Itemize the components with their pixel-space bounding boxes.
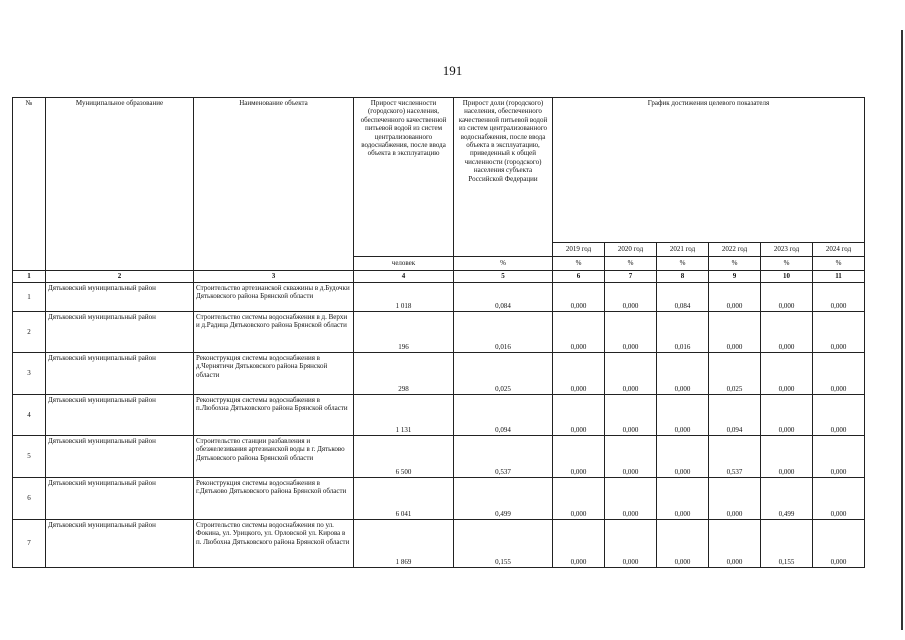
row-number: 7 [13, 520, 46, 568]
header-schedule: График достижения целевого показателя [553, 98, 865, 243]
year-value-cell: 0,000 [605, 283, 657, 312]
year-value-cell: 0,499 [761, 478, 813, 520]
unit-percent: % [709, 257, 761, 271]
year-value-cell: 0,000 [709, 478, 761, 520]
population-growth-cell: 1 131 [354, 395, 454, 436]
year-value-cell: 0,000 [813, 283, 865, 312]
year-value-cell: 0,000 [553, 520, 605, 568]
header-share-growth: Прирост доли (городского) населения, обеспеченного качественной питьевой водой из систем централизованного водоснабжения, после ввода объекта в эксплуатацию, приведенный к общей численности (городского) населения субъекта Российской Федерации [454, 98, 553, 257]
share-growth-cell: 0,016 [454, 312, 553, 353]
year-value-cell: 0,000 [761, 353, 813, 395]
table-row [13, 395, 865, 436]
header-year: 2019 год [553, 243, 605, 257]
object-name-cell: Реконструкция системы водоснабжения в г.Дятьково Дятьковского района Брянской области [194, 478, 354, 520]
year-value-cell: 0,000 [813, 353, 865, 395]
scan-edge-line [901, 30, 903, 630]
row-number: 1 [13, 283, 46, 312]
population-growth-cell: 298 [354, 353, 454, 395]
object-name-cell: Строительство артезианской скважины в д.Будочки Дятьковского района Брянской области [194, 283, 354, 312]
municipality-cell: Дятьковский муниципальный район [46, 478, 194, 520]
object-name-cell: Строительство системы водоснабжения в д. Верхи и д.Радица Дятьковского района Брянской области [194, 312, 354, 353]
table-row [13, 436, 865, 478]
year-value-cell: 0,000 [553, 283, 605, 312]
unit-percent: % [454, 257, 553, 271]
year-value-cell: 0,000 [605, 436, 657, 478]
header-municipality: Муниципальное образование [46, 98, 194, 271]
column-number: 11 [813, 271, 865, 283]
column-number: 2 [46, 271, 194, 283]
column-number: 10 [761, 271, 813, 283]
year-value-cell: 0,000 [761, 283, 813, 312]
year-value-cell: 0,000 [813, 478, 865, 520]
year-value-cell: 0,016 [657, 312, 709, 353]
unit-percent: % [761, 257, 813, 271]
year-value-cell: 0,000 [813, 520, 865, 568]
year-value-cell: 0,000 [709, 312, 761, 353]
year-value-cell: 0,155 [761, 520, 813, 568]
municipality-cell: Дятьковский муниципальный район [46, 436, 194, 478]
year-value-cell: 0,025 [709, 353, 761, 395]
header-no: № [13, 98, 46, 271]
row-number: 6 [13, 478, 46, 520]
municipality-cell: Дятьковский муниципальный район [46, 395, 194, 436]
unit-people: человек [354, 257, 454, 271]
municipality-cell: Дятьковский муниципальный район [46, 353, 194, 395]
population-growth-cell: 196 [354, 312, 454, 353]
year-value-cell: 0,000 [553, 436, 605, 478]
share-growth-cell: 0,025 [454, 353, 553, 395]
year-value-cell: 0,000 [657, 436, 709, 478]
year-value-cell: 0,000 [605, 395, 657, 436]
table-row [13, 478, 865, 520]
year-value-cell: 0,084 [657, 283, 709, 312]
row-number: 3 [13, 353, 46, 395]
share-growth-cell: 0,084 [454, 283, 553, 312]
column-number: 5 [454, 271, 553, 283]
row-number: 2 [13, 312, 46, 353]
year-value-cell: 0,000 [709, 520, 761, 568]
table-row [13, 312, 865, 353]
municipality-cell: Дятьковский муниципальный район [46, 312, 194, 353]
header-year: 2021 год [657, 243, 709, 257]
table-row [13, 520, 865, 568]
year-value-cell: 0,537 [709, 436, 761, 478]
header-year: 2024 год [813, 243, 865, 257]
target-indicator-table [12, 97, 865, 568]
table-row [13, 283, 865, 312]
object-name-cell: Строительство системы водоснабжения по ул. Фокина, ул. Урицкого, ул. Орловской ул. Кирова в п. Любохна Дятьковского района Брянской области [194, 520, 354, 568]
column-number: 4 [354, 271, 454, 283]
unit-percent: % [657, 257, 709, 271]
year-value-cell: 0,000 [605, 312, 657, 353]
share-growth-cell: 0,094 [454, 395, 553, 436]
unit-percent: % [553, 257, 605, 271]
column-number-row [13, 271, 865, 283]
header-object: Наименование объекта [194, 98, 354, 271]
year-value-cell: 0,000 [813, 395, 865, 436]
year-value-cell: 0,000 [553, 478, 605, 520]
row-number: 5 [13, 436, 46, 478]
column-number: 6 [553, 271, 605, 283]
column-number: 9 [709, 271, 761, 283]
share-growth-cell: 0,537 [454, 436, 553, 478]
header-year: 2023 год [761, 243, 813, 257]
year-value-cell: 0,000 [813, 436, 865, 478]
year-value-cell: 0,000 [605, 520, 657, 568]
page-number: 191 [442, 63, 463, 78]
header-population-growth: Прирост численности (городского) населения, обеспеченного качественной питьевой водой из систем централизованного водоснабжения, после ввода объекта в эксплуатацию [354, 98, 454, 257]
unit-percent: % [605, 257, 657, 271]
year-value-cell: 0,000 [605, 478, 657, 520]
header-year: 2022 год [709, 243, 761, 257]
year-value-cell: 0,000 [709, 283, 761, 312]
table-row [13, 353, 865, 395]
unit-percent: % [813, 257, 865, 271]
population-growth-cell: 1 018 [354, 283, 454, 312]
municipality-cell: Дятьковский муниципальный район [46, 520, 194, 568]
row-number: 4 [13, 395, 46, 436]
header-year: 2020 год [605, 243, 657, 257]
year-value-cell: 0,000 [761, 436, 813, 478]
year-value-cell: 0,000 [761, 312, 813, 353]
share-growth-cell: 0,499 [454, 478, 553, 520]
object-name-cell: Реконструкция системы водоснабжения в п.Любохна Дятьковского района Брянской области [194, 395, 354, 436]
year-value-cell: 0,000 [605, 353, 657, 395]
year-value-cell: 0,000 [813, 312, 865, 353]
header-row [13, 98, 865, 243]
population-growth-cell: 6 500 [354, 436, 454, 478]
object-name-cell: Строительство станции разбавления и обезжелезивания артезианской воды в г. Дятьково Дятьковского района Брянской области [194, 436, 354, 478]
year-value-cell: 0,000 [761, 395, 813, 436]
year-value-cell: 0,000 [657, 353, 709, 395]
column-number: 1 [13, 271, 46, 283]
share-growth-cell: 0,155 [454, 520, 553, 568]
year-value-cell: 0,000 [657, 478, 709, 520]
municipality-cell: Дятьковский муниципальный район [46, 283, 194, 312]
year-value-cell: 0,000 [657, 395, 709, 436]
year-value-cell: 0,000 [657, 520, 709, 568]
object-name-cell: Реконструкция системы водоснабжения в д.Чернятичи Дятьковского района Брянской области [194, 353, 354, 395]
column-number: 8 [657, 271, 709, 283]
column-number: 3 [194, 271, 354, 283]
year-value-cell: 0,094 [709, 395, 761, 436]
year-value-cell: 0,000 [553, 353, 605, 395]
year-value-cell: 0,000 [553, 395, 605, 436]
population-growth-cell: 6 041 [354, 478, 454, 520]
year-value-cell: 0,000 [553, 312, 605, 353]
column-number: 7 [605, 271, 657, 283]
population-growth-cell: 1 869 [354, 520, 454, 568]
